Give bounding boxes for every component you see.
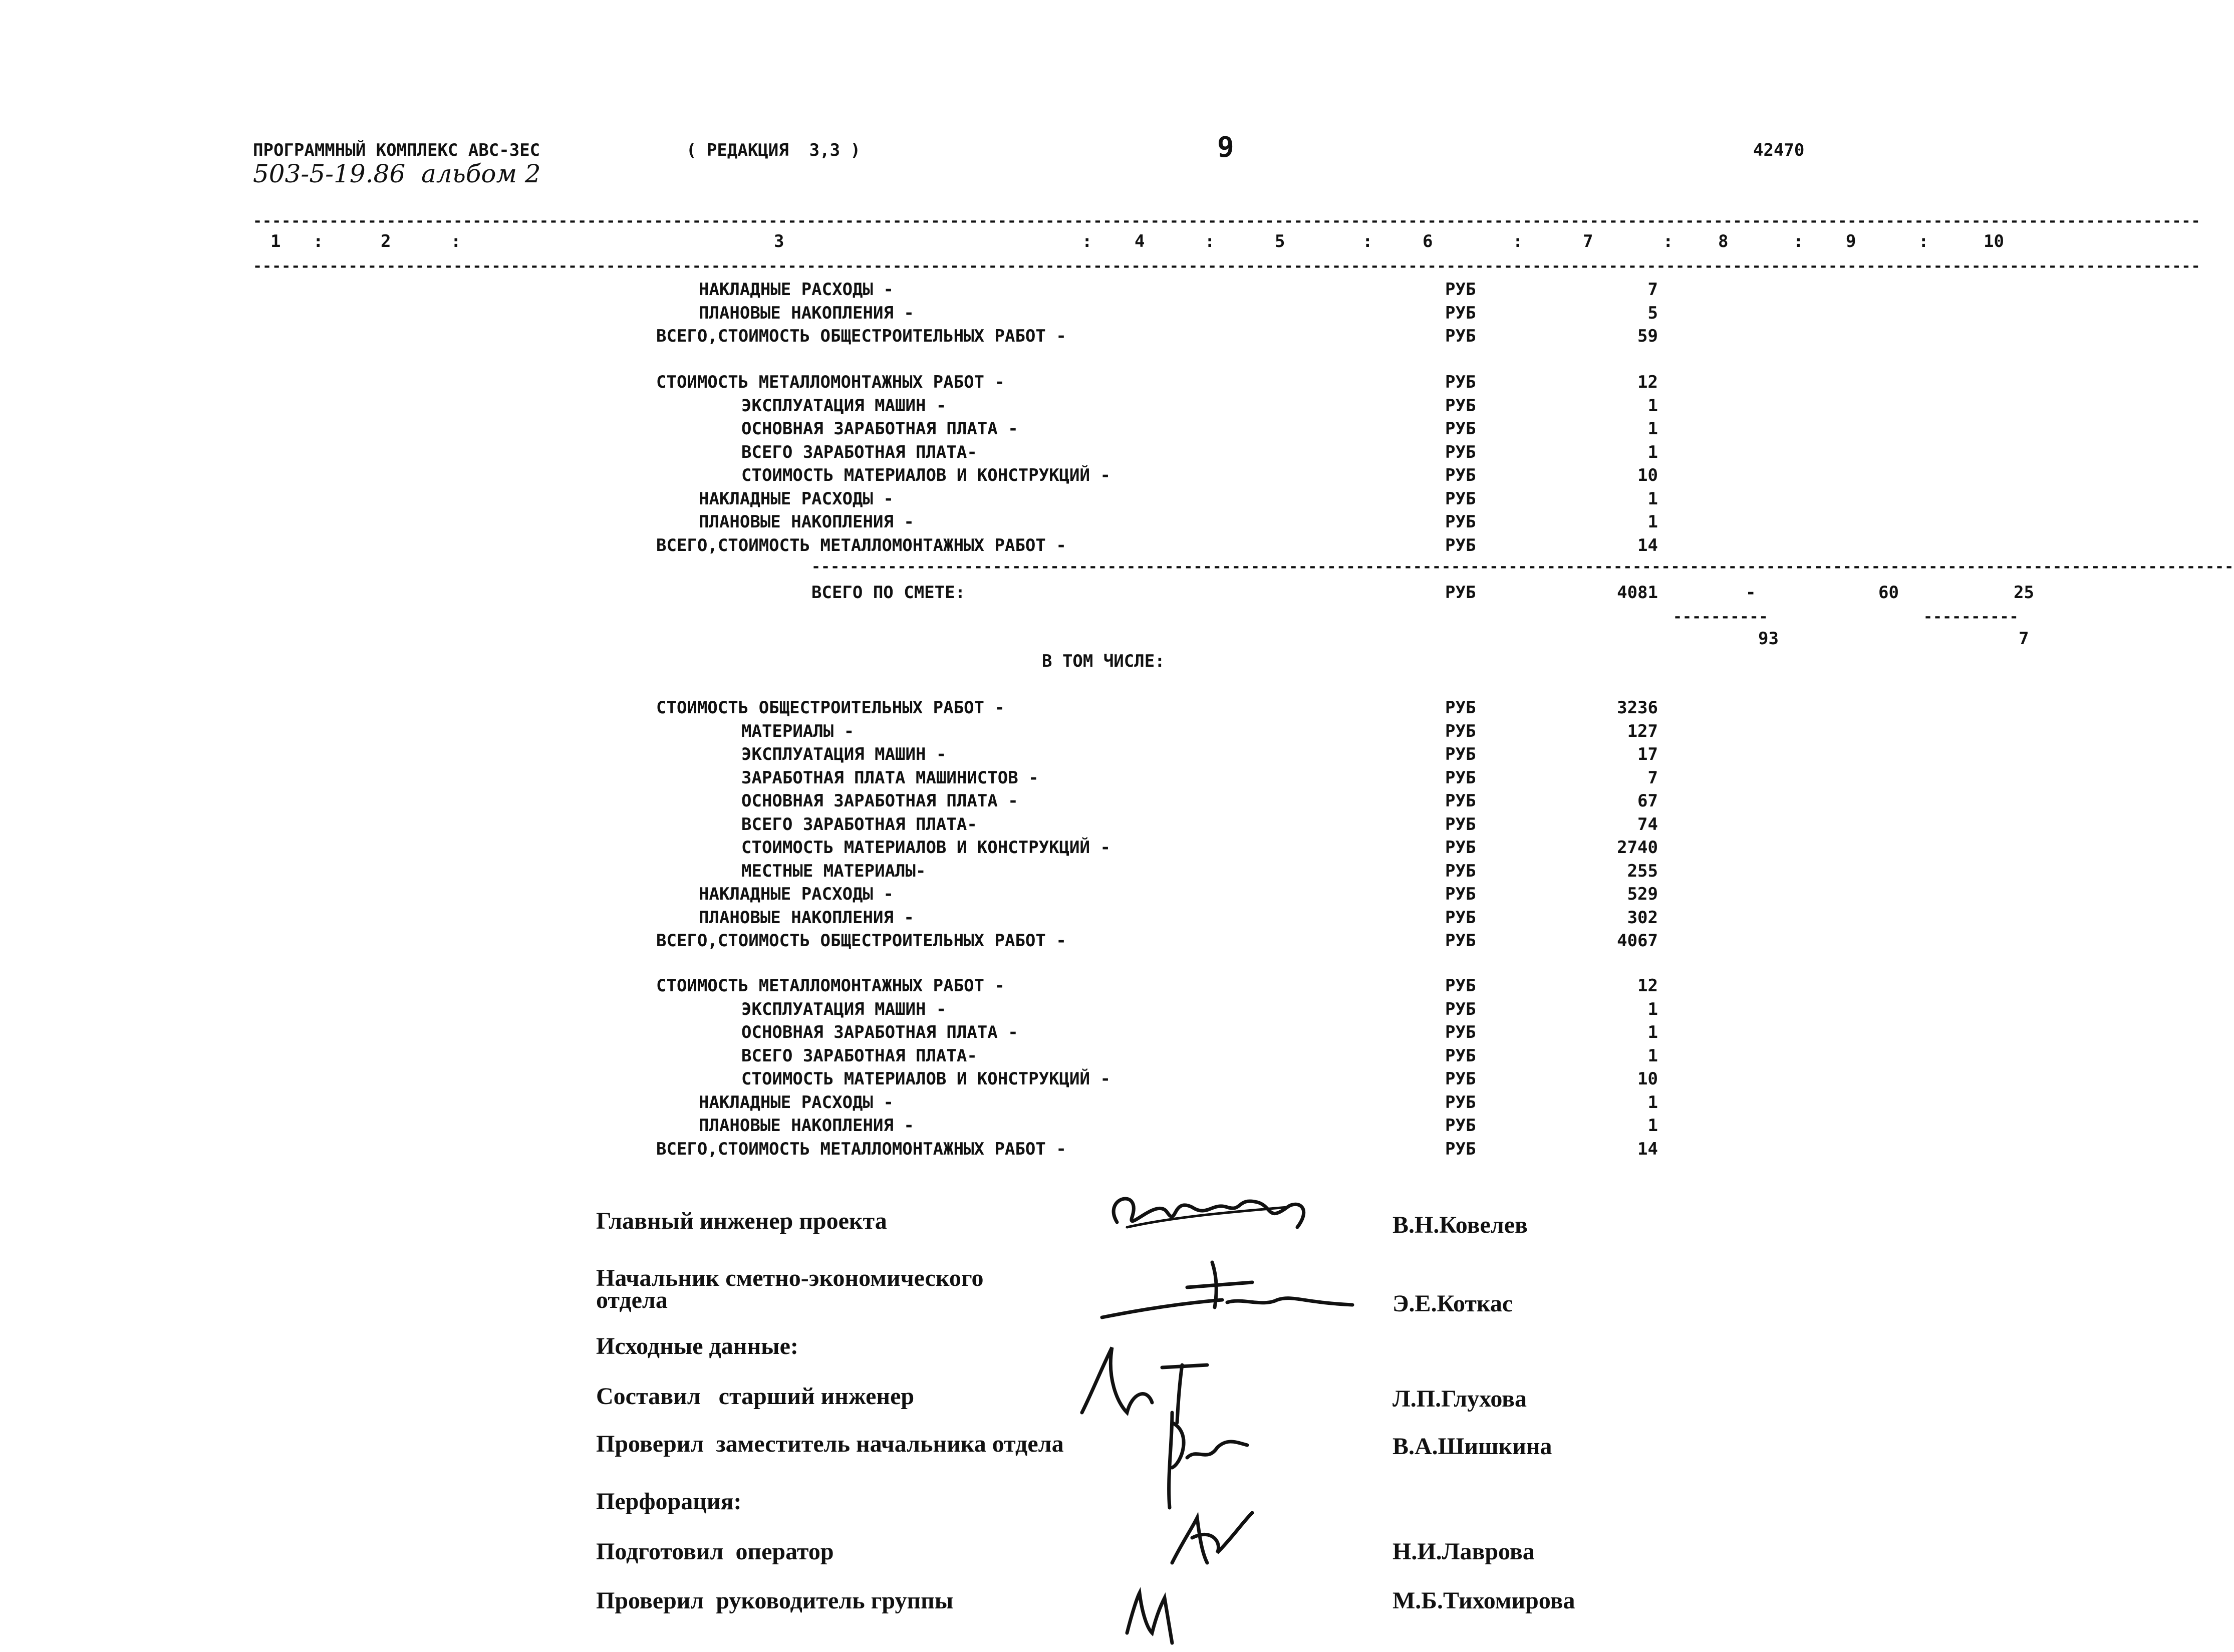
estimate-row [0, 325, 2214, 348]
row-value: 3236 [1617, 698, 1658, 718]
column-header-row [0, 231, 2214, 254]
column-header-8: 8 [1718, 231, 1729, 251]
sub-rule-col8: ---------- [1673, 608, 1769, 626]
row-label: ПЛАНОВЫЕ НАКОПЛЕНИЯ - [699, 1116, 914, 1136]
row-unit: РУБ [1445, 1022, 1476, 1042]
row-value: 1 [1647, 512, 1658, 532]
estimate-row [0, 696, 2214, 719]
total-label: ВСЕГО ПО СМЕТЕ: [811, 583, 966, 603]
estimate-row [0, 929, 2214, 952]
row-unit: РУБ [1445, 814, 1476, 835]
source-data-heading: Исходные данные: [596, 1333, 798, 1359]
row-unit: РУБ [1445, 419, 1476, 439]
row-unit: РУБ [1445, 280, 1476, 300]
top-rule: ------------------------------------------------------------------------------------------------------------------------------------------------------------------------------------------------------------ [253, 212, 2201, 230]
row-value: 255 [1627, 861, 1658, 881]
document-number: 42470 [1753, 140, 1805, 160]
estimate-row [0, 860, 2214, 883]
dept-head-role-line1: Начальник сметно-экономического [596, 1265, 984, 1291]
row-value: 1 [1647, 1022, 1658, 1042]
prepared-name: Н.И.Лаврова [1392, 1538, 1535, 1565]
column-header-5: 5 [1275, 231, 1285, 251]
total-col8: - [1746, 583, 1756, 603]
total-top-rule: ----------------------------------------------------------------------------------------------------------------------------------------------------- [811, 558, 2234, 576]
signature-chief-engineer [1097, 1177, 1327, 1247]
row-unit: РУБ [1445, 698, 1476, 718]
row-label: СТОИМОСТЬ МАТЕРИАЛОВ И КОНСТРУКЦИЙ - [741, 465, 1110, 485]
signature-checked [1152, 1403, 1262, 1513]
row-label: ВСЕГО,СТОИМОСТЬ МЕТАЛЛОМОНТАЖНЫХ РАБОТ - [656, 535, 1066, 556]
program-title: ПРОГРАММНЫЙ КОМПЛЕКС АВС-ЗЕС [253, 140, 540, 160]
estimate-row [0, 998, 2214, 1021]
row-unit: РУБ [1445, 976, 1476, 996]
row-unit: РУБ [1445, 1045, 1476, 1066]
estimate-row [0, 1021, 2214, 1044]
dept-head-name: Э.Е.Коткас [1392, 1290, 1513, 1317]
row-label: СТОИМОСТЬ МАТЕРИАЛОВ И КОНСТРУКЦИЙ - [741, 1069, 1110, 1089]
row-value: 10 [1637, 465, 1658, 485]
row-unit: РУБ [1445, 744, 1476, 764]
column-header-9: 9 [1846, 231, 1856, 251]
header-bottom-rule: ------------------------------------------------------------------------------------------------------------------------------------------------------------------------------------------------------------ [253, 257, 2201, 275]
row-label: ВСЕГО ЗАРАБОТНАЯ ПЛАТА- [741, 814, 977, 835]
estimate-row [0, 464, 2214, 487]
estimate-row [0, 1114, 2214, 1137]
column-header-2: 2 [381, 231, 391, 251]
row-value: 1 [1647, 1092, 1658, 1113]
row-unit: РУБ [1445, 767, 1476, 788]
page-number: 9 [1217, 131, 1234, 164]
compiled-role: Составил старший инженер [596, 1383, 915, 1410]
row-unit: РУБ [1445, 838, 1476, 858]
signature-dept-head [1092, 1252, 1362, 1327]
row-value: 1 [1647, 1045, 1658, 1066]
row-unit: РУБ [1445, 535, 1476, 556]
total-row [0, 581, 2214, 604]
row-value: 1 [1647, 999, 1658, 1019]
row-label: ВСЕГО,СТОИМОСТЬ МЕТАЛЛОМОНТАЖНЫХ РАБОТ - [656, 1139, 1066, 1159]
row-unit: РУБ [1445, 1139, 1476, 1159]
total-col9: 60 [1878, 583, 1899, 603]
including-heading: В ТОМ ЧИСЛЕ: [1042, 651, 1165, 671]
row-value: 1 [1647, 442, 1658, 462]
row-value: 1 [1647, 395, 1658, 416]
row-unit: РУБ [1445, 442, 1476, 462]
column-separator: : [1663, 231, 1673, 251]
row-unit: РУБ [1445, 999, 1476, 1019]
row-unit: РУБ [1445, 303, 1476, 323]
row-value: 12 [1637, 372, 1658, 392]
chief-engineer-role: Главный инженер проекта [596, 1208, 887, 1234]
estimate-row [0, 302, 2214, 325]
row-unit: РУБ [1445, 791, 1476, 811]
row-unit: РУБ [1445, 326, 1476, 346]
column-separator: : [1513, 231, 1523, 251]
row-label: ОСНОВНАЯ ЗАРАБОТНАЯ ПЛАТА - [741, 1022, 1018, 1042]
column-header-4: 4 [1135, 231, 1145, 251]
row-label: МАТЕРИАЛЫ - [741, 721, 855, 741]
row-value: 1 [1647, 419, 1658, 439]
estimate-row [0, 1091, 2214, 1114]
row-unit: РУБ [1445, 465, 1476, 485]
total-sub-col8: 93 [1758, 629, 1779, 649]
handwritten-reference: 503-5-19.86 альбом 2 [253, 159, 541, 188]
row-label: ЭКСПЛУАТАЦИЯ МАШИН - [741, 395, 947, 416]
estimate-row [0, 813, 2214, 836]
row-value: 302 [1627, 907, 1658, 928]
row-value: 7 [1647, 767, 1658, 788]
estimate-row [0, 1044, 2214, 1067]
row-label: ВСЕГО ЗАРАБОТНАЯ ПЛАТА- [741, 1045, 977, 1066]
column-separator: : [1793, 231, 1804, 251]
row-unit: РУБ [1445, 512, 1476, 532]
row-value: 17 [1637, 744, 1658, 764]
checked-role: Проверил заместитель начальника отдела [596, 1431, 1064, 1457]
row-unit: РУБ [1445, 488, 1476, 509]
row-value: 74 [1637, 814, 1658, 835]
row-value: 127 [1627, 721, 1658, 741]
row-label: ПЛАНОВЫЕ НАКОПЛЕНИЯ - [699, 303, 914, 323]
row-value: 12 [1637, 976, 1658, 996]
column-separator: : [1082, 231, 1092, 251]
row-label: ПЛАНОВЫЕ НАКОПЛЕНИЯ - [699, 907, 914, 928]
row-value: 59 [1637, 326, 1658, 346]
dept-head-role-line2: отдела [596, 1287, 668, 1313]
row-value: 1 [1647, 1116, 1658, 1136]
row-value: 14 [1637, 535, 1658, 556]
estimate-row [0, 906, 2214, 929]
row-value: 2740 [1617, 838, 1658, 858]
estimate-row [0, 1138, 2214, 1161]
signature-prepared [1162, 1508, 1262, 1573]
row-value: 529 [1627, 884, 1658, 904]
row-label: ВСЕГО,СТОИМОСТЬ ОБЩЕСТРОИТЕЛЬНЫХ РАБОТ - [656, 931, 1066, 951]
estimate-row [0, 743, 2214, 766]
row-unit: РУБ [1445, 372, 1476, 392]
row-unit: РУБ [1445, 1116, 1476, 1136]
row-unit: РУБ [1445, 1092, 1476, 1113]
checked2-name: М.Б.Тихомирова [1392, 1587, 1575, 1614]
column-header-3: 3 [774, 231, 784, 251]
perforation-heading: Перфорация: [596, 1488, 742, 1515]
row-value: 14 [1637, 1139, 1658, 1159]
signature-checked2 [1117, 1573, 1207, 1648]
edition-label: ( РЕДАКЦИЯ 3,3 ) [686, 140, 861, 160]
column-separator: : [1205, 231, 1215, 251]
row-unit: РУБ [1445, 931, 1476, 951]
row-value: 1 [1647, 488, 1658, 509]
total-sub-col10: 7 [2019, 629, 2029, 649]
prepared-role: Подготовил оператор [596, 1538, 834, 1565]
row-label: НАКЛАДНЫЕ РАСХОДЫ - [699, 1092, 894, 1113]
row-unit: РУБ [1445, 907, 1476, 928]
estimate-row [0, 534, 2214, 557]
row-label: МЕСТНЫЕ МАТЕРИАЛЫ- [741, 861, 926, 881]
total-unit: РУБ [1445, 583, 1476, 603]
row-unit: РУБ [1445, 884, 1476, 904]
row-label: ЗАРАБОТНАЯ ПЛАТА МАШИНИСТОВ - [741, 767, 1039, 788]
estimate-row [0, 441, 2214, 464]
row-label: ВСЕГО ЗАРАБОТНАЯ ПЛАТА- [741, 442, 977, 462]
row-label: НАКЛАДНЫЕ РАСХОДЫ - [699, 884, 894, 904]
total-subrow [0, 627, 2214, 650]
row-value: 67 [1637, 791, 1658, 811]
row-unit: РУБ [1445, 1069, 1476, 1089]
checked2-role: Проверил руководитель группы [596, 1587, 954, 1614]
chief-engineer-name: В.Н.Ковелев [1392, 1212, 1528, 1238]
row-label: ОСНОВНАЯ ЗАРАБОТНАЯ ПЛАТА - [741, 419, 1018, 439]
total-col10: 25 [2014, 583, 2034, 603]
row-unit: РУБ [1445, 721, 1476, 741]
estimate-row [0, 789, 2214, 812]
row-label: ЭКСПЛУАТАЦИЯ МАШИН - [741, 999, 947, 1019]
estimate-row [0, 394, 2214, 417]
sub-rule-col10: ---------- [1923, 608, 2019, 626]
column-separator: : [313, 231, 324, 251]
column-separator: : [1918, 231, 1929, 251]
estimate-row [0, 510, 2214, 533]
estimate-row [0, 836, 2214, 859]
column-header-7: 7 [1583, 231, 1593, 251]
estimate-row [0, 974, 2214, 997]
checked-name: В.А.Шишкина [1392, 1433, 1552, 1460]
row-label: НАКЛАДНЫЕ РАСХОДЫ - [699, 488, 894, 509]
row-label: ЭКСПЛУАТАЦИЯ МАШИН - [741, 744, 947, 764]
column-header-6: 6 [1423, 231, 1433, 251]
estimate-row [0, 1067, 2214, 1090]
row-label: СТОИМОСТЬ ОБЩЕСТРОИТЕЛЬНЫХ РАБОТ - [656, 698, 1005, 718]
row-label: ОСНОВНАЯ ЗАРАБОТНАЯ ПЛАТА - [741, 791, 1018, 811]
estimate-row [0, 720, 2214, 743]
compiled-name: Л.П.Глухова [1392, 1386, 1527, 1412]
dept-head-role [596, 1267, 983, 1311]
row-value: 5 [1647, 303, 1658, 323]
column-header-10: 10 [1984, 231, 2004, 251]
row-label: ПЛАНОВЫЕ НАКОПЛЕНИЯ - [699, 512, 914, 532]
row-value: 10 [1637, 1069, 1658, 1089]
estimate-row [0, 766, 2214, 789]
row-value: 4067 [1617, 931, 1658, 951]
estimate-row [0, 883, 2214, 906]
row-label: СТОИМОСТЬ МЕТАЛЛОМОНТАЖНЫХ РАБОТ - [656, 372, 1005, 392]
estimate-row [0, 371, 2214, 394]
row-unit: РУБ [1445, 861, 1476, 881]
row-label: НАКЛАДНЫЕ РАСХОДЫ - [699, 280, 894, 300]
row-label: ВСЕГО,СТОИМОСТЬ ОБЩЕСТРОИТЕЛЬНЫХ РАБОТ - [656, 326, 1066, 346]
column-separator: : [451, 231, 461, 251]
row-value: 7 [1647, 280, 1658, 300]
estimate-row [0, 417, 2214, 440]
row-unit: РУБ [1445, 395, 1476, 416]
column-header-1: 1 [270, 231, 281, 251]
total-value: 4081 [1617, 583, 1658, 603]
row-label: СТОИМОСТЬ МЕТАЛЛОМОНТАЖНЫХ РАБОТ - [656, 976, 1005, 996]
row-label: СТОИМОСТЬ МАТЕРИАЛОВ И КОНСТРУКЦИЙ - [741, 838, 1110, 858]
column-separator: : [1362, 231, 1373, 251]
estimate-row [0, 278, 2214, 301]
estimate-row [0, 487, 2214, 510]
